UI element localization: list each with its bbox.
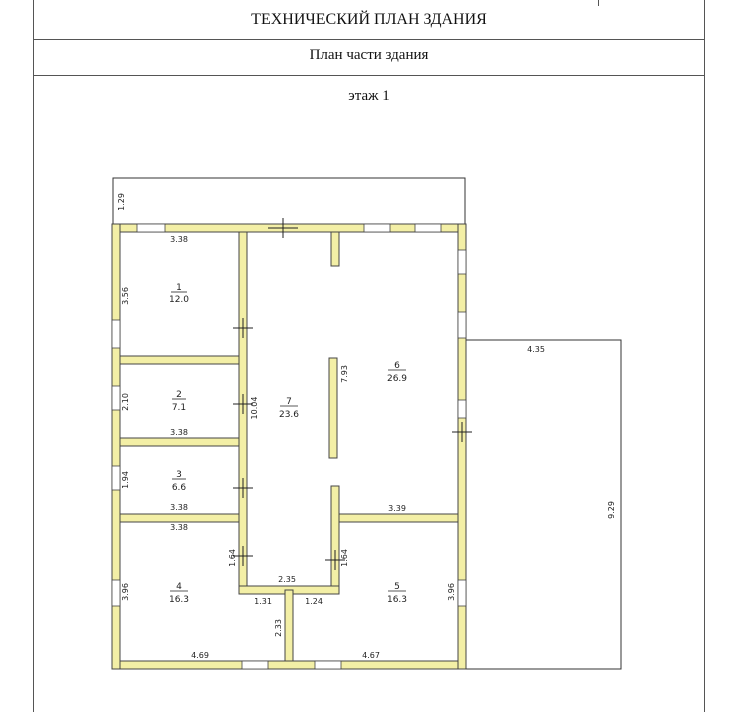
window — [315, 661, 341, 669]
document-subtitle: План части здания — [33, 40, 705, 76]
dim-r7-length: 10.04 — [250, 396, 259, 420]
dim-r1-width: 3.38 — [170, 235, 188, 244]
svg-text:2: 2 — [176, 390, 182, 400]
svg-text:16.3: 16.3 — [386, 595, 408, 605]
svg-text:12.0: 12.0 — [168, 295, 190, 305]
svg-text:26.9: 26.9 — [386, 374, 408, 384]
window — [137, 224, 165, 232]
dim-vestibule-right: 1.24 — [305, 597, 323, 606]
window — [242, 661, 268, 669]
svg-text:16.3: 16.3 — [168, 595, 190, 605]
dim-r1-height: 3.56 — [121, 287, 130, 305]
dim-r5-bottom-width: 4.67 — [362, 651, 380, 660]
dim-r3-height: 1.94 — [121, 471, 130, 489]
window — [364, 224, 390, 232]
dim-r2-height: 2.10 — [121, 393, 130, 411]
window — [112, 386, 120, 410]
dim-annex-height: 9.29 — [607, 501, 616, 519]
window — [112, 580, 120, 606]
window — [458, 250, 466, 274]
room-7-label — [279, 397, 299, 420]
wall-corridor-right-upper — [331, 232, 339, 266]
window — [458, 580, 466, 606]
svg-text:5: 5 — [394, 582, 400, 592]
window — [458, 400, 466, 418]
top-strip — [113, 178, 465, 224]
room-1-label — [169, 283, 189, 305]
wall-r6-r5 — [339, 514, 458, 522]
annex-outline — [466, 340, 621, 669]
wall-bottom — [112, 661, 466, 669]
room-4-label — [169, 582, 189, 605]
svg-text:6.6: 6.6 — [171, 483, 187, 493]
wall-vestibule — [285, 590, 293, 661]
window — [112, 320, 120, 348]
room-5-label — [387, 582, 407, 605]
dim-r4-bottom-width: 4.69 — [191, 651, 209, 660]
svg-text:7.1: 7.1 — [171, 403, 187, 413]
dim-r3-width: 3.38 — [170, 503, 188, 512]
dim-r5-height: 3.96 — [447, 583, 456, 601]
document-title: ТЕХНИЧЕСКИЙ ПЛАН ЗДАНИЯ — [33, 0, 705, 40]
svg-text:7: 7 — [286, 397, 292, 407]
svg-text:1: 1 — [176, 283, 182, 293]
wall-corridor-right-lower — [331, 486, 339, 590]
wall-r1-r2 — [120, 356, 239, 364]
wall-r3-r4 — [120, 514, 239, 522]
dim-r4-top-width: 3.38 — [170, 523, 188, 532]
dim-vestibule-height: 2.33 — [274, 619, 283, 637]
dim-r4-height: 3.96 — [121, 583, 130, 601]
room-3-label — [172, 470, 187, 493]
window — [458, 312, 466, 338]
dim-r2-width: 3.38 — [170, 428, 188, 437]
dim-annex-width: 4.35 — [527, 345, 545, 354]
room-6-label — [387, 361, 407, 384]
dim-r6-bottom-width: 3.39 — [388, 504, 406, 513]
room-2-label — [172, 390, 186, 413]
dim-top-strip: 1.29 — [117, 193, 126, 211]
svg-text:6: 6 — [394, 361, 400, 371]
dim-partition-length: 7.93 — [340, 365, 349, 383]
floor-label: этаж 1 — [348, 88, 390, 104]
window — [415, 224, 441, 232]
dim-corridor-right: 1.64 — [340, 549, 349, 567]
dim-corridor-bottom: 2.35 — [278, 575, 296, 584]
svg-text:23.6: 23.6 — [278, 410, 300, 420]
dim-corridor-left: 1.64 — [228, 549, 237, 567]
walls — [112, 224, 466, 669]
dim-vestibule-left: 1.31 — [254, 597, 272, 606]
svg-text:4: 4 — [176, 582, 182, 592]
wall-partition — [329, 358, 337, 458]
wall-r2-r3 — [120, 438, 239, 446]
svg-text:3: 3 — [176, 470, 182, 480]
window — [112, 466, 120, 490]
